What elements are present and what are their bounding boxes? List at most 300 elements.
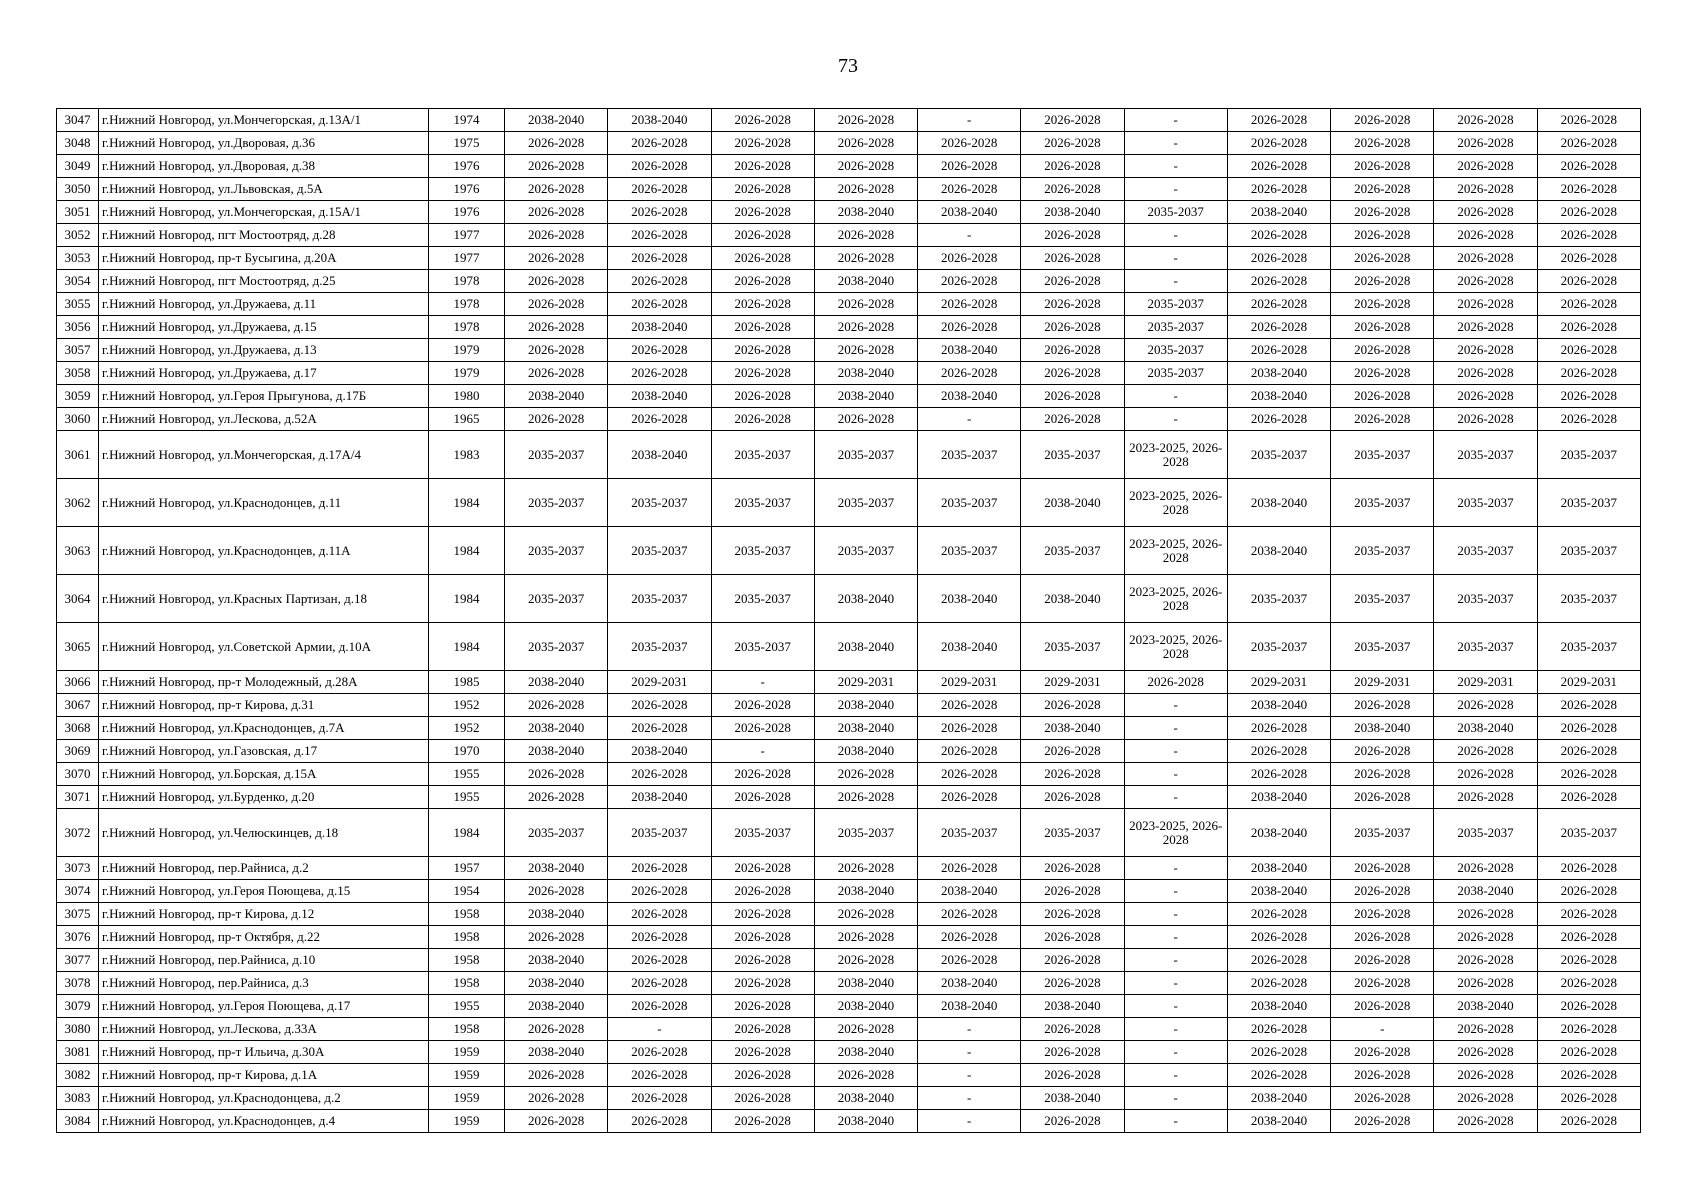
row-number-cell: 3071 [57, 786, 99, 809]
period-cell: 2026-2028 [1227, 178, 1330, 201]
build-year-cell: 1958 [429, 949, 505, 972]
period-cell: 2038-2040 [505, 903, 608, 926]
period-cell: 2026-2028 [711, 1064, 814, 1087]
period-cell: 2026-2028 [1537, 1110, 1640, 1133]
build-year-cell: 1979 [429, 362, 505, 385]
period-cell: 2035-2037 [505, 575, 608, 623]
row-number-cell: 3058 [57, 362, 99, 385]
period-cell: 2026-2028 [1434, 247, 1537, 270]
row-number-cell: 3061 [57, 431, 99, 479]
table-row [57, 385, 1641, 408]
period-cell: 2026-2028 [1331, 247, 1434, 270]
build-year-cell: 1965 [429, 408, 505, 431]
row-number-cell: 3065 [57, 623, 99, 671]
table-row [57, 623, 1641, 671]
build-year-cell: 1980 [429, 385, 505, 408]
period-cell: 2026-2028 [505, 178, 608, 201]
address-cell: г.Нижний Новгород, пгт Мостоотряд, д.25 [99, 270, 429, 293]
row-number-cell: 3054 [57, 270, 99, 293]
build-year-cell: 1977 [429, 247, 505, 270]
period-cell: 2026-2028 [1021, 132, 1124, 155]
table-row [57, 1041, 1641, 1064]
period-cell: 2026-2028 [1537, 857, 1640, 880]
period-cell: 2026-2028 [1227, 1064, 1330, 1087]
period-cell: 2035-2037 [1434, 479, 1537, 527]
build-year-cell: 1983 [429, 431, 505, 479]
period-cell: 2038-2040 [1227, 995, 1330, 1018]
period-cell: 2026-2028 [918, 857, 1021, 880]
period-cell: 2038-2040 [1021, 1087, 1124, 1110]
period-cell: - [1124, 1041, 1227, 1064]
period-cell: 2026-2028 [1434, 270, 1537, 293]
period-cell: 2026-2028 [1227, 132, 1330, 155]
row-number-cell: 3082 [57, 1064, 99, 1087]
row-number-cell: 3080 [57, 1018, 99, 1041]
row-number-cell: 3068 [57, 717, 99, 740]
period-cell: 2035-2037 [814, 809, 917, 857]
period-cell: 2035-2037 [1124, 362, 1227, 385]
period-cell: 2026-2028 [1434, 1087, 1537, 1110]
table-row [57, 1087, 1641, 1110]
period-cell: 2026-2028 [608, 408, 711, 431]
period-cell: - [1331, 1018, 1434, 1041]
table-row [57, 224, 1641, 247]
period-cell: 2026-2028 [505, 694, 608, 717]
period-cell: 2038-2040 [1227, 694, 1330, 717]
period-cell: - [918, 1041, 1021, 1064]
period-cell: 2038-2040 [1227, 809, 1330, 857]
period-cell: 2026-2028 [814, 408, 917, 431]
period-cell: - [1124, 1018, 1227, 1041]
period-cell: 2026-2028 [814, 1064, 917, 1087]
period-cell: 2035-2037 [1227, 575, 1330, 623]
build-year-cell: 1984 [429, 809, 505, 857]
period-cell: 2035-2037 [1331, 479, 1434, 527]
period-cell: 2035-2037 [1331, 431, 1434, 479]
table-row [57, 903, 1641, 926]
address-cell: г.Нижний Новгород, ул.Дружаева, д.17 [99, 362, 429, 385]
period-cell: 2026-2028 [918, 247, 1021, 270]
period-cell: 2026-2028 [918, 270, 1021, 293]
period-cell: 2023-2025, 2026-2028 [1124, 809, 1227, 857]
period-cell: 2035-2037 [711, 527, 814, 575]
period-cell: 2026-2028 [1434, 1018, 1537, 1041]
period-cell: - [1124, 926, 1227, 949]
row-number-cell: 3081 [57, 1041, 99, 1064]
build-year-cell: 1978 [429, 293, 505, 316]
period-cell: 2026-2028 [1537, 995, 1640, 1018]
period-cell: 2026-2028 [608, 1110, 711, 1133]
period-cell: 2035-2037 [1434, 623, 1537, 671]
period-cell: 2026-2028 [1227, 155, 1330, 178]
period-cell: 2026-2028 [711, 995, 814, 1018]
period-cell: 2026-2028 [1537, 926, 1640, 949]
period-cell: 2026-2028 [505, 247, 608, 270]
period-cell: 2026-2028 [1537, 109, 1640, 132]
period-cell: 2026-2028 [1537, 903, 1640, 926]
period-cell: 2026-2028 [814, 1018, 917, 1041]
period-cell: 2038-2040 [1227, 479, 1330, 527]
row-number-cell: 3084 [57, 1110, 99, 1133]
period-cell: 2038-2040 [814, 270, 917, 293]
period-cell: 2026-2028 [505, 880, 608, 903]
row-number-cell: 3074 [57, 880, 99, 903]
period-cell: 2035-2037 [918, 809, 1021, 857]
period-cell: 2026-2028 [1537, 763, 1640, 786]
period-cell: 2035-2037 [711, 623, 814, 671]
table-row [57, 949, 1641, 972]
period-cell: 2026-2028 [1434, 224, 1537, 247]
period-cell: 2029-2031 [608, 671, 711, 694]
period-cell: 2026-2028 [505, 786, 608, 809]
row-number-cell: 3066 [57, 671, 99, 694]
period-cell: 2035-2037 [608, 575, 711, 623]
period-cell: 2029-2031 [918, 671, 1021, 694]
period-cell: 2026-2028 [1434, 132, 1537, 155]
period-cell: 2026-2028 [918, 903, 1021, 926]
row-number-cell: 3067 [57, 694, 99, 717]
period-cell: 2035-2037 [1537, 479, 1640, 527]
period-cell: 2026-2028 [1227, 247, 1330, 270]
period-cell: 2035-2037 [505, 623, 608, 671]
period-cell: 2026-2028 [1227, 1018, 1330, 1041]
page-number: 73 [838, 55, 858, 77]
period-cell: 2026-2028 [918, 362, 1021, 385]
period-cell: 2026-2028 [1434, 786, 1537, 809]
period-cell: 2026-2028 [711, 926, 814, 949]
period-cell: 2026-2028 [814, 155, 917, 178]
row-number-cell: 3063 [57, 527, 99, 575]
period-cell: 2035-2037 [1021, 809, 1124, 857]
period-cell: 2026-2028 [1331, 339, 1434, 362]
period-cell: 2023-2025, 2026-2028 [1124, 527, 1227, 575]
table-row [57, 995, 1641, 1018]
period-cell: 2026-2028 [1331, 362, 1434, 385]
period-cell: 2026-2028 [1537, 717, 1640, 740]
period-cell: 2035-2037 [918, 479, 1021, 527]
period-cell: 2026-2028 [1537, 694, 1640, 717]
period-cell: 2026-2028 [608, 717, 711, 740]
period-cell: 2026-2028 [608, 995, 711, 1018]
period-cell: 2035-2037 [1537, 623, 1640, 671]
period-cell: 2026-2028 [1021, 362, 1124, 385]
period-cell: - [1124, 155, 1227, 178]
address-cell: г.Нижний Новгород, ул.Бурденко, д.20 [99, 786, 429, 809]
period-cell: 2038-2040 [608, 786, 711, 809]
period-cell: 2026-2028 [1021, 926, 1124, 949]
period-cell: 2026-2028 [1021, 1018, 1124, 1041]
period-cell: 2035-2037 [918, 431, 1021, 479]
period-cell: 2035-2037 [1537, 431, 1640, 479]
table-row [57, 479, 1641, 527]
period-cell: 2026-2028 [1331, 786, 1434, 809]
row-number-cell: 3055 [57, 293, 99, 316]
period-cell: 2026-2028 [1021, 270, 1124, 293]
period-cell: 2026-2028 [1537, 1018, 1640, 1041]
period-cell: 2026-2028 [1227, 740, 1330, 763]
period-cell: 2026-2028 [1331, 408, 1434, 431]
period-cell: 2026-2028 [1021, 178, 1124, 201]
period-cell: 2026-2028 [918, 155, 1021, 178]
build-year-cell: 1955 [429, 786, 505, 809]
period-cell: 2026-2028 [505, 201, 608, 224]
table-row [57, 362, 1641, 385]
address-cell: г.Нижний Новгород, ул.Героя Поющева, д.15 [99, 880, 429, 903]
period-cell: 2026-2028 [1021, 1041, 1124, 1064]
period-cell: 2026-2028 [1331, 1041, 1434, 1064]
period-cell: 2035-2037 [608, 479, 711, 527]
period-cell: 2035-2037 [1124, 339, 1227, 362]
build-year-cell: 1958 [429, 903, 505, 926]
period-cell: 2035-2037 [1434, 431, 1537, 479]
period-cell: 2026-2028 [1434, 178, 1537, 201]
period-cell: 2026-2028 [1331, 109, 1434, 132]
period-cell: 2026-2028 [1537, 178, 1640, 201]
period-cell: 2038-2040 [1227, 880, 1330, 903]
address-cell: г.Нижний Новгород, ул.Краснодонцев, д.11 [99, 479, 429, 527]
period-cell: - [1124, 109, 1227, 132]
period-cell: 2026-2028 [505, 1064, 608, 1087]
period-cell: 2035-2037 [1434, 527, 1537, 575]
period-cell: 2026-2028 [711, 293, 814, 316]
period-cell: 2026-2028 [814, 949, 917, 972]
period-cell: 2026-2028 [711, 972, 814, 995]
build-year-cell: 1978 [429, 270, 505, 293]
period-cell: 2038-2040 [814, 1087, 917, 1110]
period-cell: 2026-2028 [1537, 155, 1640, 178]
address-cell: г.Нижний Новгород, ул.Советской Армии, д.10А [99, 623, 429, 671]
period-cell: - [918, 408, 1021, 431]
table-row [57, 109, 1641, 132]
row-number-cell: 3047 [57, 109, 99, 132]
period-cell: 2026-2028 [608, 293, 711, 316]
address-cell: г.Нижний Новгород, пгт Мостоотряд, д.28 [99, 224, 429, 247]
period-cell: 2026-2028 [608, 155, 711, 178]
period-cell: 2038-2040 [918, 972, 1021, 995]
period-cell: 2026-2028 [608, 132, 711, 155]
table-row [57, 1110, 1641, 1133]
period-cell: - [1124, 385, 1227, 408]
period-cell: 2026-2028 [711, 155, 814, 178]
address-cell: г.Нижний Новгород, ул.Лескова, д.52А [99, 408, 429, 431]
address-cell: г.Нижний Новгород, ул.Дружаева, д.15 [99, 316, 429, 339]
period-cell: 2035-2037 [918, 527, 1021, 575]
period-cell: 2035-2037 [505, 527, 608, 575]
period-cell: 2026-2028 [1434, 316, 1537, 339]
table-row [57, 694, 1641, 717]
period-cell: 2026-2028 [1434, 857, 1537, 880]
housing-schedule-table [56, 108, 1641, 1133]
period-cell: 2035-2037 [608, 809, 711, 857]
table-row [57, 717, 1641, 740]
period-cell: - [918, 109, 1021, 132]
period-cell: 2026-2028 [711, 385, 814, 408]
period-cell: 2038-2040 [918, 201, 1021, 224]
address-cell: г.Нижний Новгород, ул.Героя Прыгунова, д.17Б [99, 385, 429, 408]
period-cell: 2023-2025, 2026-2028 [1124, 479, 1227, 527]
period-cell: 2026-2028 [1021, 740, 1124, 763]
period-cell: 2026-2028 [608, 247, 711, 270]
build-year-cell: 1985 [429, 671, 505, 694]
period-cell: 2035-2037 [1537, 809, 1640, 857]
period-cell: 2038-2040 [918, 880, 1021, 903]
row-number-cell: 3076 [57, 926, 99, 949]
period-cell: 2026-2028 [711, 880, 814, 903]
address-cell: г.Нижний Новгород, ул.Мончегорская, д.13А/1 [99, 109, 429, 132]
period-cell: 2026-2028 [814, 247, 917, 270]
period-cell: 2023-2025, 2026-2028 [1124, 623, 1227, 671]
period-cell: 2026-2028 [1021, 293, 1124, 316]
period-cell: 2026-2028 [814, 339, 917, 362]
period-cell: 2026-2028 [608, 926, 711, 949]
period-cell: 2026-2028 [1434, 740, 1537, 763]
period-cell: 2026-2028 [711, 1018, 814, 1041]
build-year-cell: 1955 [429, 995, 505, 1018]
period-cell: 2038-2040 [1227, 857, 1330, 880]
period-cell: 2026-2028 [1227, 763, 1330, 786]
period-cell: - [1124, 1087, 1227, 1110]
period-cell: 2038-2040 [505, 717, 608, 740]
period-cell: 2038-2040 [1434, 880, 1537, 903]
period-cell: 2026-2028 [505, 339, 608, 362]
period-cell: 2026-2028 [1227, 926, 1330, 949]
build-year-cell: 1984 [429, 575, 505, 623]
period-cell: 2038-2040 [918, 385, 1021, 408]
period-cell: 2035-2037 [505, 479, 608, 527]
period-cell: 2038-2040 [814, 575, 917, 623]
period-cell: 2038-2040 [1227, 385, 1330, 408]
period-cell: 2026-2028 [1021, 1110, 1124, 1133]
period-cell: 2035-2037 [608, 623, 711, 671]
period-cell: 2038-2040 [608, 385, 711, 408]
table-row [57, 155, 1641, 178]
address-cell: г.Нижний Новгород, ул.Мончегорская, д.17А/4 [99, 431, 429, 479]
build-year-cell: 1975 [429, 132, 505, 155]
period-cell: 2026-2028 [1537, 316, 1640, 339]
period-cell: 2026-2028 [814, 293, 917, 316]
address-cell: г.Нижний Новгород, ул.Мончегорская, д.15А/1 [99, 201, 429, 224]
address-cell: г.Нижний Новгород, ул.Дворовая, д.38 [99, 155, 429, 178]
build-year-cell: 1959 [429, 1110, 505, 1133]
build-year-cell: 1970 [429, 740, 505, 763]
address-cell: г.Нижний Новгород, ул.Борская, д.15А [99, 763, 429, 786]
address-cell: г.Нижний Новгород, ул.Газовская, д.17 [99, 740, 429, 763]
period-cell: 2026-2028 [918, 740, 1021, 763]
period-cell: - [1124, 717, 1227, 740]
period-cell: 2026-2028 [711, 694, 814, 717]
build-year-cell: 1984 [429, 623, 505, 671]
period-cell: 2035-2037 [1227, 623, 1330, 671]
period-cell: 2026-2028 [1331, 270, 1434, 293]
row-number-cell: 3075 [57, 903, 99, 926]
period-cell: 2026-2028 [1434, 155, 1537, 178]
period-cell: 2026-2028 [505, 270, 608, 293]
table-row [57, 786, 1641, 809]
period-cell: 2026-2028 [505, 155, 608, 178]
build-year-cell: 1959 [429, 1041, 505, 1064]
period-cell: 2026-2028 [1227, 408, 1330, 431]
period-cell: 2026-2028 [608, 694, 711, 717]
period-cell: 2026-2028 [1434, 293, 1537, 316]
address-cell: г.Нижний Новгород, ул.Красных Партизан, д.18 [99, 575, 429, 623]
table-body [57, 109, 1641, 1133]
period-cell: 2026-2028 [1331, 972, 1434, 995]
period-cell: 2038-2040 [505, 995, 608, 1018]
period-cell: 2026-2028 [1537, 201, 1640, 224]
period-cell: - [918, 1110, 1021, 1133]
period-cell: 2026-2028 [608, 972, 711, 995]
build-year-cell: 1984 [429, 479, 505, 527]
period-cell: 2026-2028 [1227, 717, 1330, 740]
period-cell: 2026-2028 [814, 132, 917, 155]
period-cell: 2029-2031 [1021, 671, 1124, 694]
build-year-cell: 1976 [429, 155, 505, 178]
address-cell: г.Нижний Новгород, пр-т Молодежный, д.28А [99, 671, 429, 694]
period-cell: - [1124, 408, 1227, 431]
period-cell: 2026-2028 [1021, 949, 1124, 972]
build-year-cell: 1977 [429, 224, 505, 247]
period-cell: 2026-2028 [1537, 1041, 1640, 1064]
table-row [57, 316, 1641, 339]
period-cell: 2026-2028 [1021, 694, 1124, 717]
period-cell: 2026-2028 [1537, 786, 1640, 809]
period-cell: 2026-2028 [1021, 880, 1124, 903]
period-cell: 2038-2040 [1434, 717, 1537, 740]
period-cell: 2038-2040 [608, 316, 711, 339]
period-cell: 2026-2028 [1331, 293, 1434, 316]
period-cell: - [608, 1018, 711, 1041]
period-cell: 2026-2028 [505, 132, 608, 155]
row-number-cell: 3056 [57, 316, 99, 339]
period-cell: 2038-2040 [608, 740, 711, 763]
period-cell: 2026-2028 [1227, 270, 1330, 293]
period-cell: 2035-2037 [1331, 809, 1434, 857]
build-year-cell: 1954 [429, 880, 505, 903]
build-year-cell: 1984 [429, 527, 505, 575]
period-cell: 2038-2040 [505, 671, 608, 694]
row-number-cell: 3059 [57, 385, 99, 408]
period-cell: 2026-2028 [608, 1064, 711, 1087]
period-cell: 2035-2037 [1124, 293, 1227, 316]
period-cell: 2026-2028 [1227, 903, 1330, 926]
period-cell: 2026-2028 [1021, 109, 1124, 132]
period-cell: 2035-2037 [1021, 623, 1124, 671]
period-cell: 2035-2037 [711, 575, 814, 623]
table-row [57, 926, 1641, 949]
period-cell: 2035-2037 [1331, 623, 1434, 671]
period-cell: - [711, 671, 814, 694]
table-row [57, 201, 1641, 224]
period-cell: 2026-2028 [711, 362, 814, 385]
period-cell: 2026-2028 [711, 201, 814, 224]
row-number-cell: 3052 [57, 224, 99, 247]
address-cell: г.Нижний Новгород, ул.Львовская, д.5А [99, 178, 429, 201]
period-cell: 2026-2028 [505, 926, 608, 949]
period-cell: 2029-2031 [1434, 671, 1537, 694]
table-row [57, 178, 1641, 201]
table-row [57, 880, 1641, 903]
period-cell: - [918, 1018, 1021, 1041]
period-cell: 2026-2028 [608, 270, 711, 293]
period-cell: 2026-2028 [1227, 949, 1330, 972]
period-cell: - [1124, 972, 1227, 995]
period-cell: - [1124, 903, 1227, 926]
period-cell: 2038-2040 [1227, 786, 1330, 809]
period-cell: 2038-2040 [505, 1041, 608, 1064]
row-number-cell: 3053 [57, 247, 99, 270]
period-cell: 2038-2040 [814, 362, 917, 385]
build-year-cell: 1952 [429, 717, 505, 740]
